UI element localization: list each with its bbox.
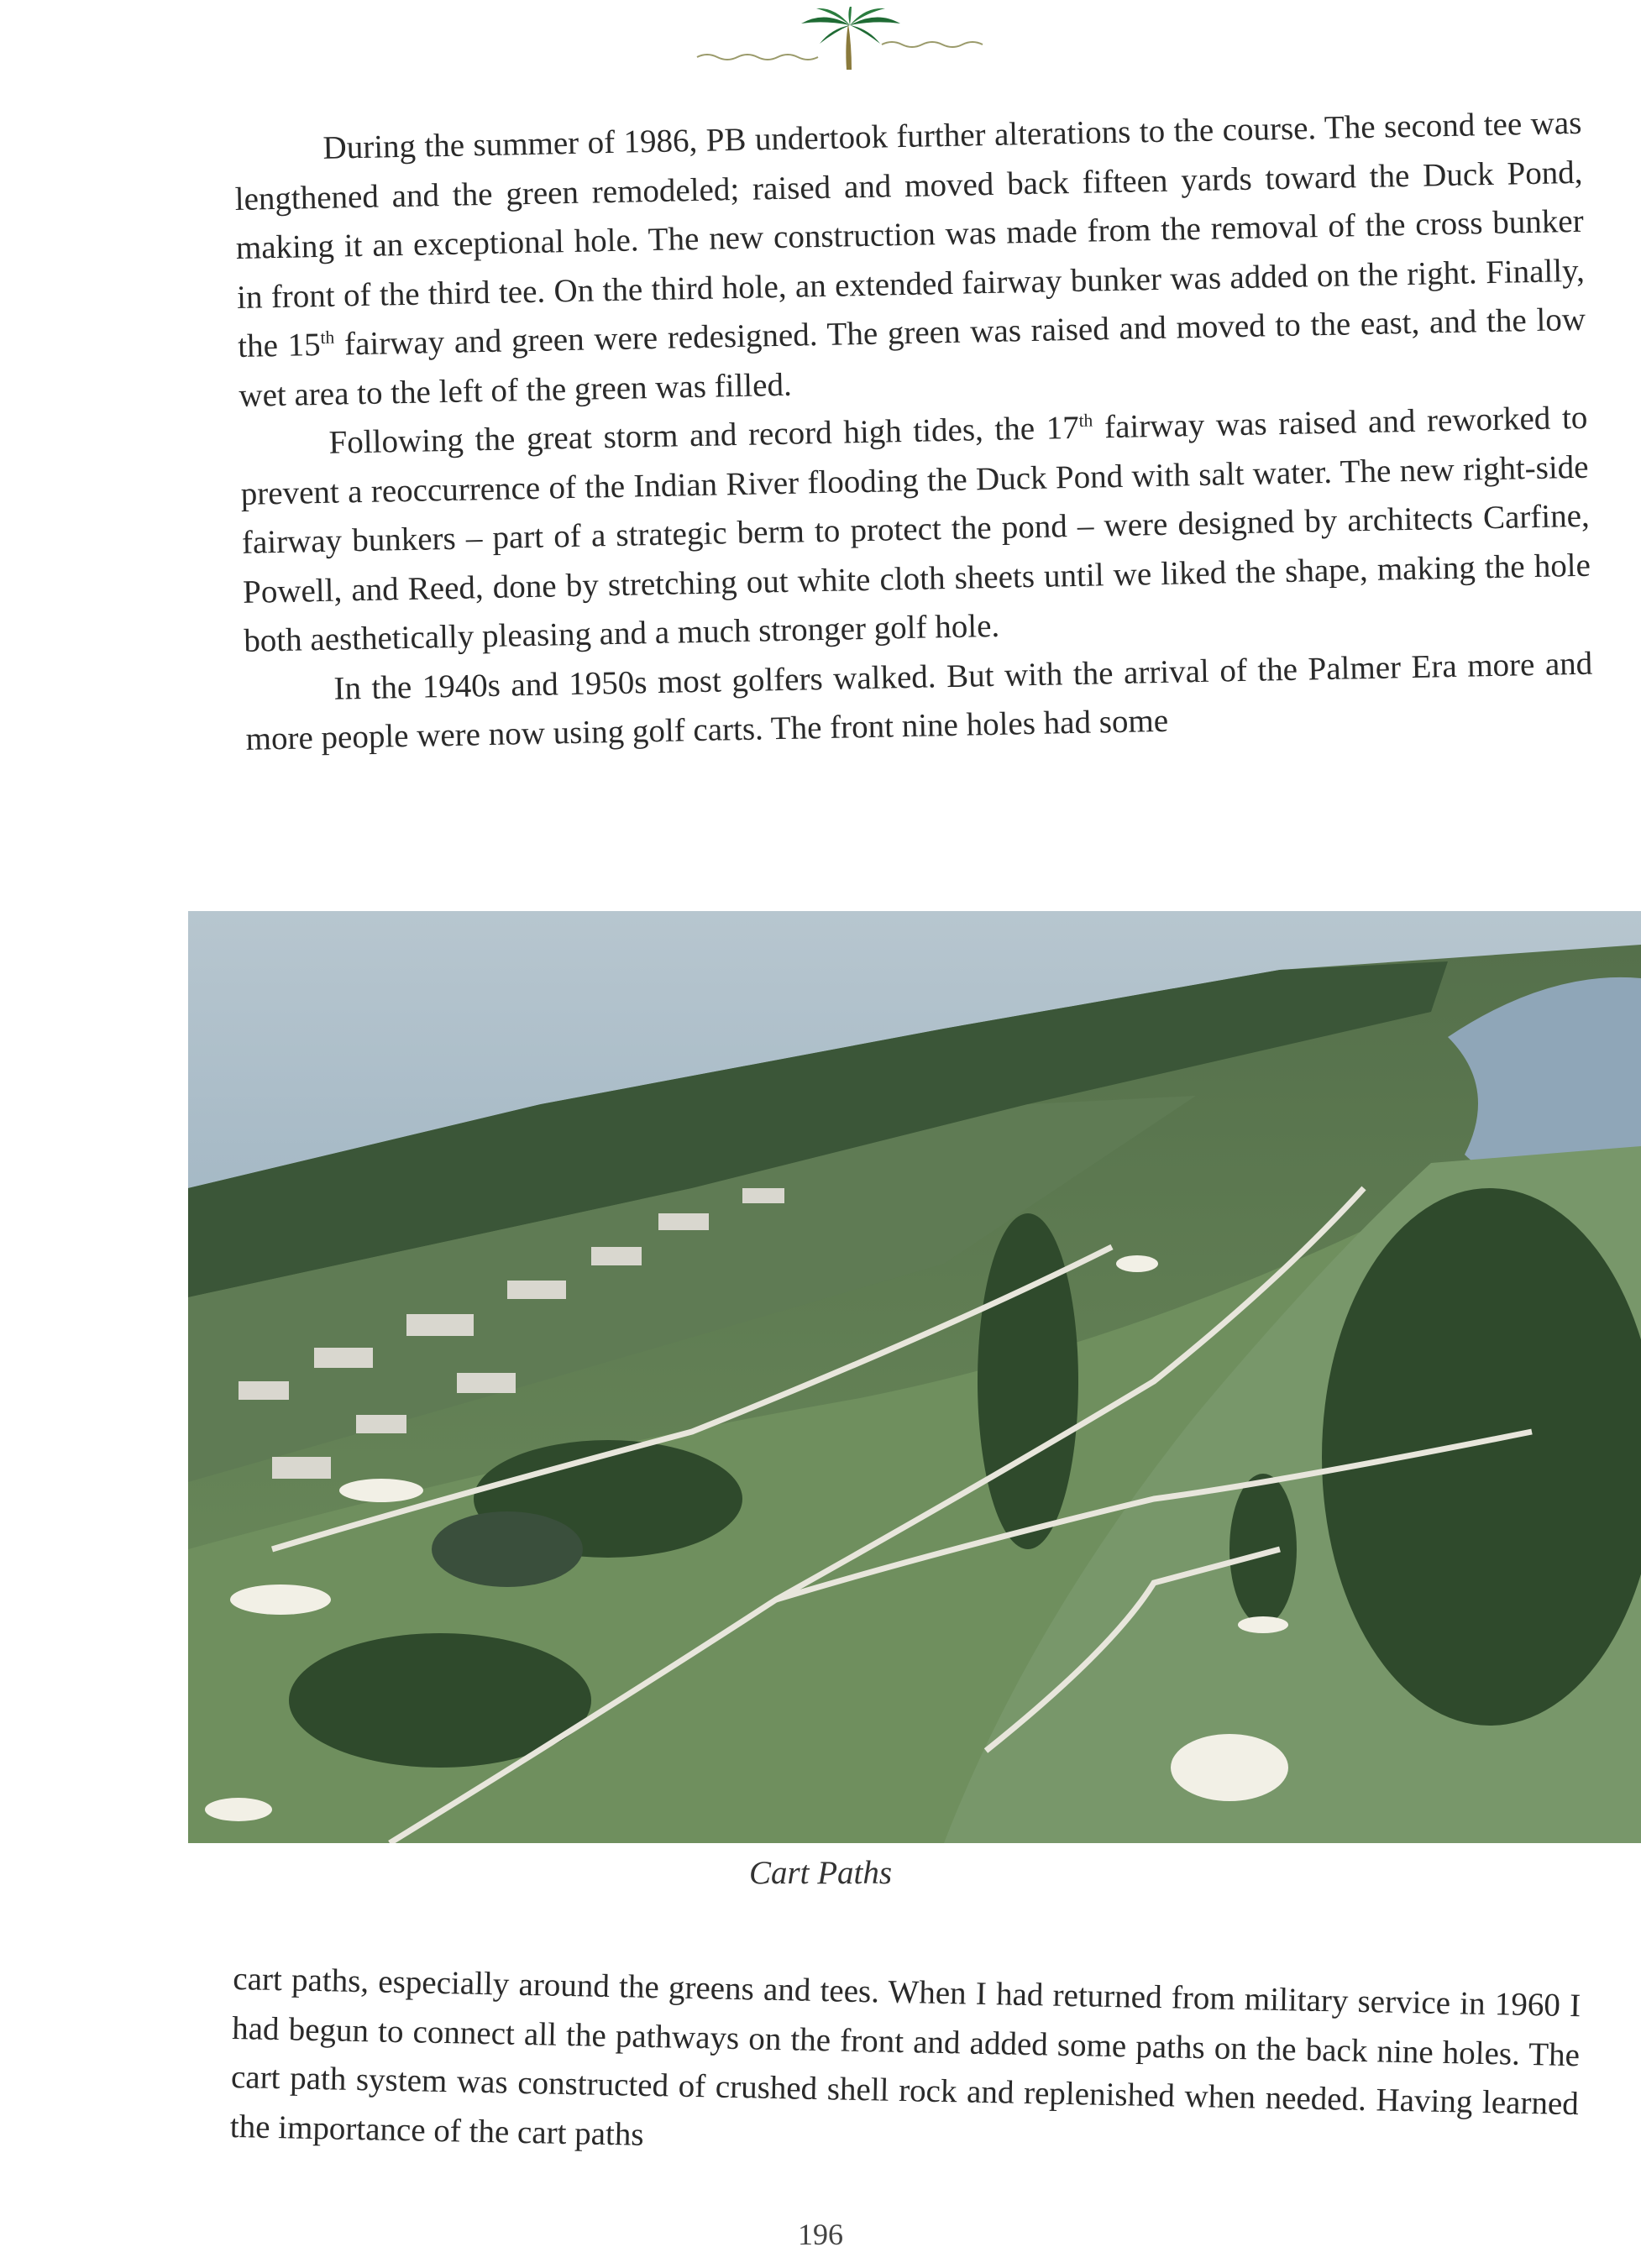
superscript: th xyxy=(320,327,335,348)
page-number: 196 xyxy=(798,2218,843,2251)
text-run: cart paths, especially around the greens and tees. When I had returned from military service in 1960 I had begun to connect all the pathways on the front and added some paths on the back nine holes. The cart path system was constructed of crushed shell rock and replenished when needed. Having learned the importance of the cart paths xyxy=(229,1960,1581,2153)
text-run: Following the great storm and record high tides, the 17 xyxy=(328,409,1080,461)
superscript: th xyxy=(1078,410,1093,431)
text-run: fairway and green were redesigned. The green was raised and moved to the east, and the low wet area to the left of the green was filled. xyxy=(239,301,1586,414)
aerial-golf-course-photo xyxy=(188,911,1641,1843)
paragraph xyxy=(239,394,1592,667)
paragraph xyxy=(229,1955,1581,2178)
text-run: During the summer of 1986, PB undertook further alterations to the course. The second tee was lengthened and the green remodeled; raised and moved back fifteen yards toward the Duck Pond, making it an exceptional hole. The new construction was made from the removal of the cross bunker in front of the third tee. On the third hole, an extended fairway bunker was added on the right. Finally, the 15 xyxy=(234,104,1586,364)
palm-tree-with-waves-icon xyxy=(689,7,1008,74)
text-run: In the 1940s and 1950s most golfers walked. But with the arrival of the Palmer Era more and more people were now using golf carts. The front nine holes had some xyxy=(245,645,1593,757)
body-text-top xyxy=(233,99,1594,765)
photo-caption: Cart Paths xyxy=(748,1855,893,1891)
text-run: fairway was raised and reworked to prevent a reoccurrence of the Indian River flooding the Duck Pond with salt water. The new right-side fairway bunkers – part of a strategic berm to protect the pond – were designed by architects Carfine, Powell, and Reed, done by stretching out white cloth sheets until we liked the shape, making the hole both aesthetically pleasing and a much stronger golf hole. xyxy=(240,399,1591,659)
paragraph xyxy=(233,99,1587,421)
body-text-bottom xyxy=(229,1955,1581,2178)
